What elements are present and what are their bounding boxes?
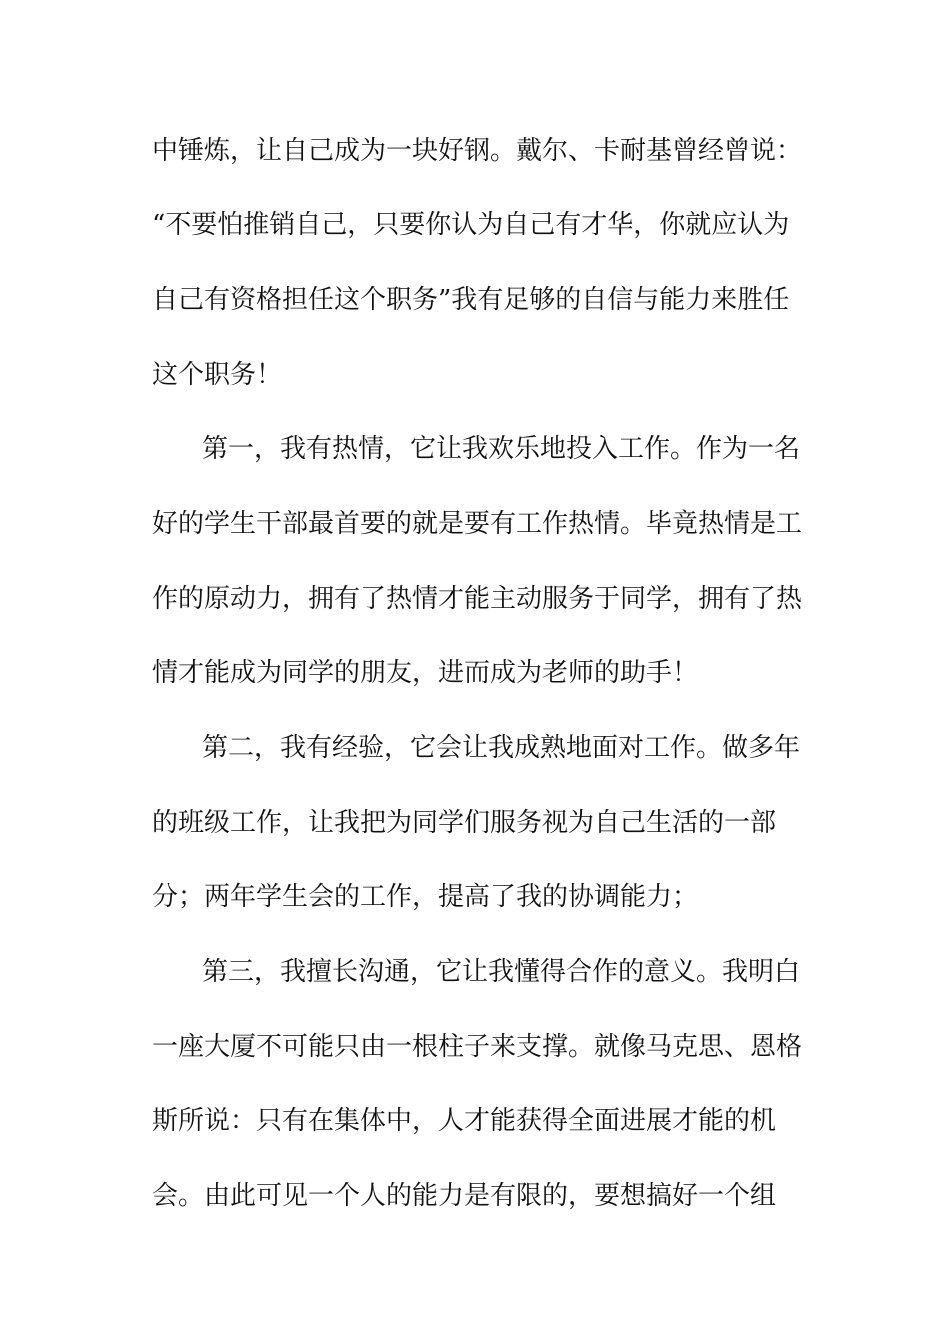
paragraph-1-line-3: 作的原动力，拥有了热情才能主动服务于同学，拥有了热 <box>152 584 803 614</box>
text-line-2: “不要怕推销自己，只要你认为自己有才华，你就应认为 <box>152 210 790 240</box>
paragraph-3-line-1: 第三，我擅长沟通，它让我懂得合作的意义。我明白 <box>202 957 801 987</box>
paragraph-3-line-3: 斯所说：只有在集体中，人才能获得全面进展才能的机 <box>152 1106 777 1136</box>
paragraph-2-line-3: 分；两年学生会的工作，提高了我的协调能力； <box>152 882 699 912</box>
paragraph-1-line-2: 好的学生干部最首要的就是要有工作热情。毕竟热情是工 <box>152 509 803 539</box>
text-line-3: 自己有资格担任这个职务”我有足够的自信与能力来胜任 <box>152 285 790 315</box>
paragraph-3-line-4: 会。由此可见一个人的能力是有限的，要想搞好一个组 <box>152 1181 777 1211</box>
paragraph-3-line-2: 一座大厦不可能只由一根柱子来支撑。就像马克思、恩格 <box>152 1032 803 1062</box>
paragraph-1-line-4: 情才能成为同学的朋友，进而成为老师的助手！ <box>152 658 699 688</box>
paragraph-2-line-1: 第二，我有经验，它会让我成熟地面对工作。做多年 <box>202 733 801 763</box>
text-line-4: 这个职务！ <box>152 360 283 390</box>
paragraph-2-line-2: 的班级工作，让我把为同学们服务视为自己生活的一部 <box>152 808 777 838</box>
paragraph-1-line-1: 第一，我有热情，它让我欢乐地投入工作。作为一名 <box>202 434 801 464</box>
text-line-1: 中锤炼，让自己成为一块好钢。戴尔、卡耐基曾经曾说： <box>152 136 803 166</box>
